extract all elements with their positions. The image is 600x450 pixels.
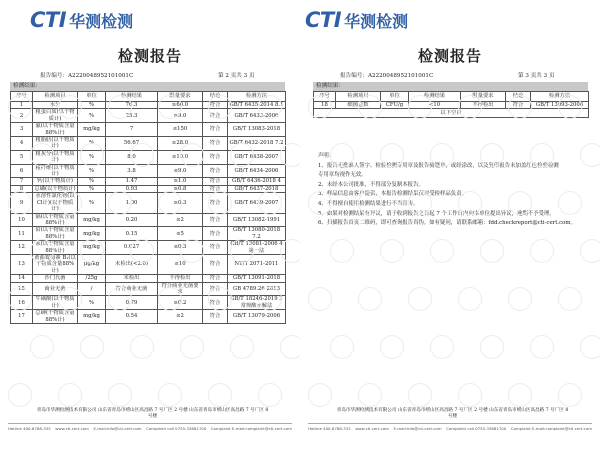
cell-conclusion: 符合: [203, 282, 228, 296]
watermark-seal-icon: [58, 287, 82, 311]
complaint-email-link[interactable]: Complaint E-mail:complaint@cti-cert.com: [210, 426, 292, 431]
cell-unit: %: [78, 185, 106, 192]
watermark-seal-icon: [558, 383, 582, 407]
statement-title: 声明：: [318, 153, 335, 159]
cell-item: 水分: [33, 102, 78, 109]
cell-conclusion: 符合: [203, 227, 228, 241]
cell-method: GB/T 13083-2018: [228, 123, 286, 137]
watermark-seal-icon: [108, 383, 132, 407]
cell-item: 铅(以干物质含量88%计): [33, 227, 78, 241]
watermark-seal-icon: [208, 383, 232, 407]
watermark-seal-icon: [180, 335, 204, 359]
watermark-seal-icon: [358, 287, 382, 311]
cell-no: 6: [11, 164, 33, 178]
cell-result: 0.15: [106, 227, 158, 241]
col-header: 限量要求: [461, 92, 506, 102]
watermark-seal-icon: [258, 191, 282, 215]
cell-result: 未检出: [106, 275, 158, 282]
cell-conclusion: 符合: [203, 164, 228, 178]
cell-limit: ≤10: [158, 254, 203, 274]
watermark-seal-icon: [208, 287, 232, 311]
table-header-row: [11, 92, 286, 102]
table-row: [314, 102, 589, 109]
col-header: 检测项目: [33, 92, 78, 102]
cell-method: GB/T 6432-2018 7.2: [228, 137, 286, 151]
table-row: [11, 282, 286, 296]
watermark-seal-icon: [480, 335, 504, 359]
cell-limit: 符合商业无菌要求: [158, 282, 203, 296]
watermark-seal-icon: [130, 239, 154, 263]
table-row: [11, 213, 286, 227]
website-link[interactable]: www.cti-cert.com: [355, 426, 389, 431]
cell-method: GB/T 13081-2006 4 第一法: [228, 241, 286, 255]
watermark-seal-icon: [8, 287, 32, 311]
cell-item: 粗灰分(以干物质计): [33, 150, 78, 164]
watermark-seal-icon: [30, 239, 54, 263]
cell-conclusion: 符合: [203, 241, 228, 255]
cell-limit: 不得检出: [461, 102, 506, 109]
watermark-seal-icon: [30, 143, 54, 167]
watermark-seal-icon: [358, 191, 382, 215]
complaint-call: Complaint call 0755-33681700: [146, 426, 207, 431]
cell-item: 沙门氏菌: [33, 275, 78, 282]
cell-result: 7: [106, 123, 158, 137]
cell-conclusion: 符合: [506, 102, 531, 109]
watermark-seal-icon: [408, 287, 432, 311]
cell-method: GB/T 6437-2018: [228, 185, 286, 192]
watermark-seal-icon: [208, 95, 232, 119]
cell-result: 0.027: [106, 241, 158, 255]
watermark-seal-icon: [108, 191, 132, 215]
watermark-seal-icon: [208, 191, 232, 215]
table-header-row: [314, 92, 589, 102]
cell-conclusion: 符合: [203, 123, 228, 137]
logo-chinese: 华测检测: [69, 11, 134, 31]
hotline: Hotline 400-6788-333: [8, 426, 51, 431]
col-header: 单位: [381, 92, 409, 102]
cell-unit: mg/kg: [78, 227, 106, 241]
section-header: 检测结果：: [10, 82, 285, 91]
blank-row: [314, 109, 589, 118]
watermark-seal-icon: [580, 143, 600, 167]
cell-conclusion: 符合: [203, 185, 228, 192]
cell-method: GB/T 6435-2014 8.1: [228, 102, 286, 109]
cell-no: 1: [11, 102, 33, 109]
cell-no: 13: [11, 254, 33, 274]
watermark-seal-icon: [8, 383, 32, 407]
watermark-seal-icon: [180, 143, 204, 167]
watermark-seal-icon: [558, 287, 582, 311]
page-number: 第 3 页共 3 页: [518, 73, 555, 79]
watermark-seal-icon: [80, 239, 104, 263]
cell-method: GB/T 6436-2018 4: [228, 178, 286, 185]
cell-no: 10: [11, 213, 33, 227]
cell-no: 11: [11, 227, 33, 241]
cell-no: 3: [11, 123, 33, 137]
cell-unit: %: [78, 102, 106, 109]
logo-chinese: 华测检测: [344, 11, 409, 31]
cell-item: 水溶性氯化物(以Cl计)(以干物质计): [33, 193, 78, 213]
cell-unit: %: [78, 296, 106, 310]
table-row: [11, 296, 286, 310]
cell-method: GB 4789.26-2013: [228, 282, 286, 296]
watermark-seal-icon: [180, 239, 204, 263]
watermark-seal-icon: [580, 335, 600, 359]
cell-result: 56.67: [106, 137, 158, 151]
col-header: 检测结果: [106, 92, 158, 102]
watermark-seal-icon: [558, 191, 582, 215]
watermark-seal-icon: [230, 239, 254, 263]
report-title: 检测报告: [417, 47, 482, 65]
watermark-seal-icon: [58, 191, 82, 215]
cell-conclusion: 符合: [203, 109, 228, 123]
cell-unit: %: [78, 109, 106, 123]
col-header: 单位: [78, 92, 106, 102]
cell-method: GB/T 13080-2018 7.2: [228, 227, 286, 241]
table-row: [11, 178, 286, 185]
cell-method: NY/T 2071-2011: [228, 254, 286, 274]
cell-limit: ≤10.0: [158, 150, 203, 164]
cell-limit: ≥1.0: [158, 178, 203, 185]
watermark-seal-icon: [130, 335, 154, 359]
cell-unit: mg/kg: [78, 310, 106, 324]
cell-result: 0.79: [106, 296, 158, 310]
cell-limit: ≤2: [158, 310, 203, 324]
cell-unit: mg/kg: [78, 213, 106, 227]
footer-contact: [308, 426, 592, 431]
col-header: 检测方法: [228, 92, 286, 102]
cell-method: GB/T 13079-2006: [228, 310, 286, 324]
watermark-seal-icon: [308, 287, 332, 311]
cell-no: 4: [11, 137, 33, 151]
cell-unit: %: [78, 164, 106, 178]
cell-unit: μg/kg: [78, 254, 106, 274]
watermark-seal-icon: [408, 191, 432, 215]
table-row: [11, 185, 286, 192]
cell-limit: ≥0.2: [158, 296, 203, 310]
watermark-seal-icon: [480, 239, 504, 263]
cell-unit: /: [78, 282, 106, 296]
report-number: 报告编号：A2220048952101001C: [340, 73, 434, 79]
watermark-seal-icon: [80, 143, 104, 167]
watermark-seal-icon: [458, 95, 482, 119]
cell-conclusion: 符合: [203, 254, 228, 274]
cell-item: 牛磺酸(以干物质计): [33, 296, 78, 310]
watermark-seal-icon: [308, 191, 332, 215]
col-header: 检测项目: [336, 92, 381, 102]
watermark-seal-icon: [108, 287, 132, 311]
complaint-email-link[interactable]: Complaint E-mail:complaint@cti-cert.com: [510, 426, 592, 431]
cell-result: 0.54: [106, 310, 158, 324]
col-header: 结论: [506, 92, 531, 102]
footer-divider: [8, 423, 292, 424]
col-header: 结论: [203, 92, 228, 102]
watermark-seal-icon: [330, 239, 354, 263]
watermark-seal-icon: [480, 143, 504, 167]
watermark-seal-icon: [280, 143, 300, 167]
cell-conclusion: 符合: [203, 178, 228, 185]
cell-limit: ≥0.3: [158, 193, 203, 213]
watermark-seal-icon: [408, 383, 432, 407]
watermark-seal-icon: [408, 95, 432, 119]
table-row: [11, 310, 286, 324]
watermark-seal-icon: [358, 383, 382, 407]
watermark-seal-icon: [308, 95, 332, 119]
watermark-seal-icon: [80, 335, 104, 359]
email-link[interactable]: E-mail:info@cti-cert.com: [393, 426, 442, 431]
report-page-3: [300, 0, 600, 450]
watermark-seal-icon: [380, 143, 404, 167]
watermark-seal-icon: [508, 191, 532, 215]
watermark-seal-icon: [158, 287, 182, 311]
cell-no: 17: [11, 310, 33, 324]
report-title: 检测报告: [117, 47, 182, 65]
cell-result: 1.00: [106, 193, 158, 213]
company-address: 青岛市华测检测技术有限公司 山东省青岛市崂山区高昌路 7 号厂区 2 号楼 山东省青岛市崂山区高昌路 7 号厂区 8 号楼: [36, 408, 269, 420]
col-header: 检测方法: [531, 92, 589, 102]
cell-limit: ≥9.0: [158, 109, 203, 123]
watermark-seal-icon: [508, 287, 532, 311]
col-header: 限量要求: [158, 92, 203, 102]
watermark-seal-icon: [230, 143, 254, 167]
cell-conclusion: 符合: [203, 296, 228, 310]
watermark-seal-icon: [458, 191, 482, 215]
watermark-seal-icon: [430, 239, 454, 263]
watermark-seal-icon: [280, 239, 300, 263]
cell-unit: CFU/g: [381, 102, 409, 109]
watermark-seal-icon: [230, 335, 254, 359]
cell-no: 14: [11, 275, 33, 282]
cell-item: 镉(以干物质含量88%计): [33, 213, 78, 227]
cell-no: 2: [11, 109, 33, 123]
cell-conclusion: 符合: [203, 102, 228, 109]
col-header: 检测结果: [409, 92, 461, 102]
watermark-seal-icon: [508, 95, 532, 119]
watermark-seal-icon: [108, 95, 132, 119]
cell-unit: %: [78, 178, 106, 185]
cell-no: 7: [11, 178, 33, 185]
watermark-seal-icon: [258, 383, 282, 407]
cell-conclusion: 符合: [203, 213, 228, 227]
cell-limit: ≥60.0: [158, 102, 203, 109]
logo-letters: CTI: [305, 8, 342, 32]
cell-conclusion: 符合: [203, 275, 228, 282]
cell-limit: ≥28.0: [158, 137, 203, 151]
watermark-seal-icon: [308, 383, 332, 407]
cell-item: 总磷(以干物质计): [34, 185, 76, 192]
statement-line: 3、样品信息由客户提供，本报告检测结果仅对受检样品负责。: [318, 191, 467, 198]
cell-result: 0.93: [106, 185, 158, 192]
cell-method: GB/T 6439-2007: [228, 193, 286, 213]
watermark-seal-icon: [130, 143, 154, 167]
watermark-seal-icon: [330, 143, 354, 167]
watermark-seal-icon: [530, 239, 554, 263]
hotline: Hotline 400-6788-333: [308, 426, 351, 431]
watermark-seal-icon: [330, 335, 354, 359]
logo-letters: CTI: [30, 8, 67, 32]
cell-item: 粗脂肪(以干物质计): [33, 137, 78, 151]
watermark-seal-icon: [158, 191, 182, 215]
watermark-seal-icon: [280, 335, 300, 359]
watermark-seal-icon: [458, 383, 482, 407]
blank-note: 以下空白: [314, 109, 589, 118]
cell-no: 8: [11, 185, 33, 192]
cell-result: 符合商业无菌: [106, 282, 158, 296]
cell-unit: mg/kg: [78, 123, 106, 137]
cell-item: 粗纤维(以干物质计): [33, 164, 78, 178]
cell-unit: %: [78, 137, 106, 151]
cell-method: GB/T 6438-2007: [228, 150, 286, 164]
cell-no: 12: [11, 241, 33, 255]
watermark-seal-icon: [380, 239, 404, 263]
cell-item: 汞(以干物质含量88%计): [33, 241, 78, 255]
cell-item: 黄曲霉毒素 B₁(以干物质含量88%计): [34, 254, 76, 274]
cell-method: GB/T 13082-1991: [228, 213, 286, 227]
footer-contact: [8, 426, 292, 431]
cell-method: GB/T 18246-2019 3 常规酸水解法: [228, 296, 286, 310]
cell-no: 15: [11, 282, 33, 296]
cell-item: 粗蛋白质(以干物质计): [33, 109, 78, 123]
cell-conclusion: 符合: [203, 310, 228, 324]
watermark-seal-icon: [158, 383, 182, 407]
cell-conclusion: 符合: [203, 150, 228, 164]
cell-result: 未检出(<2.0): [106, 254, 158, 274]
watermark-seal-icon: [530, 335, 554, 359]
col-header: 序号: [314, 92, 336, 102]
company-address: 青岛市华测检测技术有限公司 山东省青岛市崂山区高昌路 7 号厂区 2 号楼 山东省青岛市崂山区高昌路 7 号厂区 8 号楼: [336, 408, 569, 420]
cell-limit: ≤0.3: [158, 241, 203, 255]
company-logo: [305, 8, 408, 32]
cell-unit: /25g: [78, 275, 106, 282]
statement-line: 2、未经本公司批准，不得部分复制本报告。: [318, 181, 424, 188]
results-table: [313, 91, 589, 118]
statement-line: 专用章均视作无效。: [318, 172, 367, 179]
watermark-seal-icon: [8, 95, 32, 119]
statement-line: 6、扫描报告首页二维码，即可查询报告真伪。如有疑问，请联系邮箱：fdd.checkreport@cti-cert.com。: [318, 220, 576, 227]
cell-limit: ≤2: [158, 213, 203, 227]
table-row: [11, 102, 286, 109]
cell-method: GB/T 13093-2006: [531, 102, 589, 109]
table-row: [11, 123, 286, 137]
complaint-call: Complaint call 0755-33681700: [446, 426, 507, 431]
watermark-seal-icon: [508, 383, 532, 407]
watermark-seal-icon: [458, 287, 482, 311]
company-logo: [30, 8, 133, 32]
cell-no: 5: [11, 150, 33, 164]
watermark-seal-icon: [58, 95, 82, 119]
cell-limit: ≥0.8: [158, 185, 203, 192]
section-header: 检测结果：: [313, 82, 588, 91]
cell-result: 25.3: [106, 109, 158, 123]
cell-item: 氟(以干物质含量88%计): [33, 123, 78, 137]
cell-limit: ≤9.0: [158, 164, 203, 178]
cell-limit: ≤5: [158, 227, 203, 241]
cell-limit: 不得检出: [158, 275, 203, 282]
watermark-seal-icon: [30, 335, 54, 359]
results-table: [10, 91, 286, 324]
watermark-seal-icon: [380, 335, 404, 359]
cell-method: GB/T 6433-2006: [228, 109, 286, 123]
cell-item: 钙(以干物质计): [33, 178, 78, 185]
statement-line: 1、报告无批准人签字、检验检测专用章及报告骑缝章，或经涂改，以及复印报告未加盖红色检验检测: [318, 162, 559, 169]
cell-unit: %: [78, 150, 106, 164]
cell-no: 18: [314, 102, 336, 109]
statement-line: 4、不得擅自使用检测结果进行不当宣传。: [318, 200, 419, 207]
cell-result: 76.3: [106, 102, 158, 109]
watermark-seal-icon: [258, 95, 282, 119]
cell-result: 1.47: [106, 178, 158, 185]
page-number: 第 2 页共 3 页: [218, 73, 255, 79]
cell-item: 商业无菌: [33, 282, 78, 296]
statement-line: 5、如果对检测结果有异议，请于收到报告之日起 7 个工作日内向本单位提出异议，逾期不予受理。: [318, 210, 555, 217]
cell-conclusion: 符合: [203, 137, 228, 151]
watermark-seal-icon: [258, 287, 282, 311]
watermark-seal-icon: [430, 335, 454, 359]
watermark-seal-icon: [530, 143, 554, 167]
cell-item: 总砷(干物质含量88%计): [33, 310, 78, 324]
cell-unit: %: [78, 193, 106, 213]
website-link[interactable]: www.cti-cert.com: [55, 426, 89, 431]
email-link[interactable]: E-mail:info@cti-cert.com: [93, 426, 142, 431]
cell-method: GB/T 13091-2018: [228, 275, 286, 282]
cell-result: <10: [409, 102, 461, 109]
table-row: [11, 275, 286, 282]
cell-conclusion: 符合: [203, 193, 228, 213]
col-header: 序号: [11, 92, 33, 102]
cell-method: GB/T 6434-2006: [228, 164, 286, 178]
table-row: [11, 193, 286, 213]
table-row: [11, 109, 286, 123]
watermark-seal-icon: [58, 383, 82, 407]
watermark-seal-icon: [358, 95, 382, 119]
cell-limit: ≤150: [158, 123, 203, 137]
cell-item: 细菌总数: [336, 102, 381, 109]
report-number: 报告编号：A2220048952101001C: [40, 73, 134, 79]
watermark-seal-icon: [8, 191, 32, 215]
cell-result: 0.20: [106, 213, 158, 227]
footer-divider: [308, 423, 592, 424]
watermark-seal-icon: [580, 239, 600, 263]
watermark-seal-icon: [430, 143, 454, 167]
watermark-seal-icon: [558, 95, 582, 119]
cell-no: 16: [11, 296, 33, 310]
cell-result: 8.0: [106, 150, 158, 164]
watermark-seal-icon: [158, 95, 182, 119]
cell-no: 9: [11, 193, 33, 213]
cell-result: 3.8: [106, 164, 158, 178]
cell-unit: mg/kg: [78, 241, 106, 255]
